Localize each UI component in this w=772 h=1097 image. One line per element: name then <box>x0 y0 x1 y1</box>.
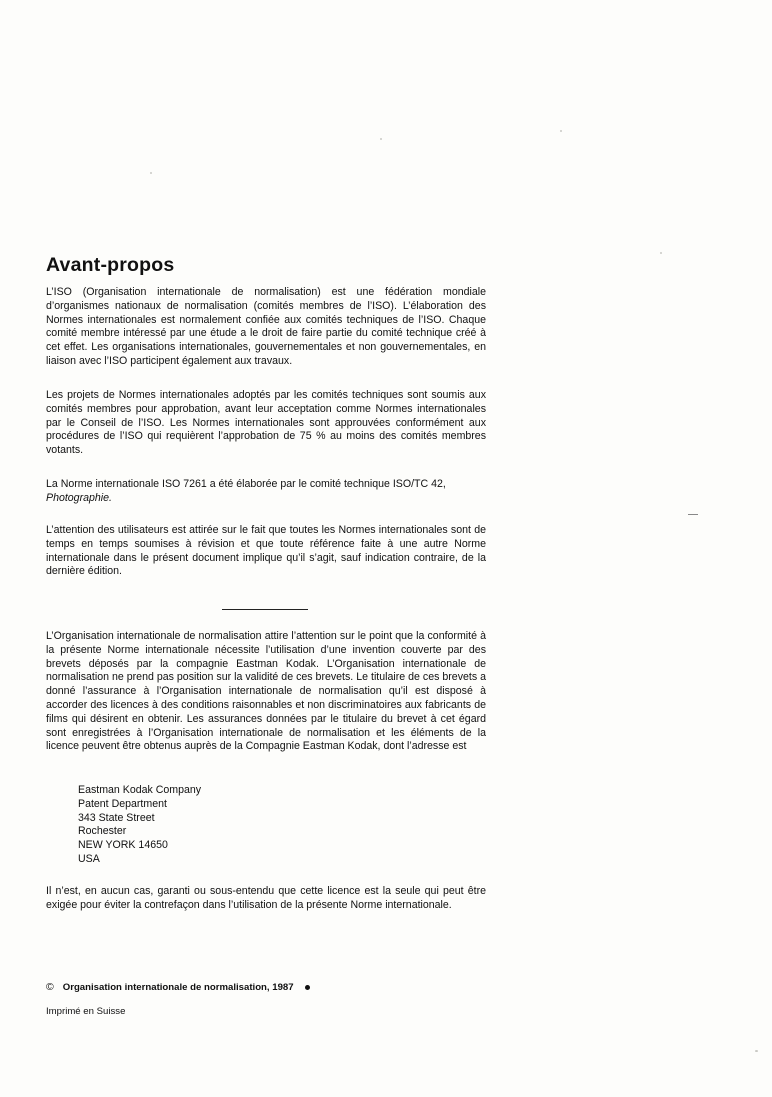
address-line: 343 State Street <box>78 811 155 824</box>
scan-speck <box>755 1050 758 1052</box>
page-title: Avant-propos <box>46 254 175 276</box>
scan-speck <box>660 252 662 254</box>
address-line: NEW YORK 14650 <box>78 839 168 852</box>
address-line: Rochester <box>78 825 127 838</box>
paragraph-revision-notice: L’attention des utilisateurs est attirée sur le fait que toutes les Normes internationales sont de temps en temps soumises à révision et que toute référence faite à une autre Norme internationale dans le présent document implique qu’il s’agit, sauf indication contraire, de la dernière édition. <box>46 524 486 578</box>
copyright-line <box>46 981 310 993</box>
patent-holder-address <box>78 784 201 867</box>
copyright-text: Organisation internationale de normalisation, 1987 <box>62 981 294 993</box>
paragraph-draft-approval: Les projets de Normes internationales adoptés par les comités techniques sont soumis aux comités membres pour approbation, avant leur acceptation comme Normes internationales par le Conseil de l’ISO. Les Normes internationales sont approuvées conformément aux procédures de l’ISO qui requièrent l’approbation de 75 % au moins des comités membres votants. <box>46 389 486 457</box>
printed-in-label: Imprimé en Suisse <box>46 1006 126 1017</box>
committee-title: Photographie. <box>46 491 112 504</box>
copyright-symbol: © <box>46 981 54 993</box>
scan-speck <box>150 172 152 174</box>
standard-origin-text: La Norme internationale ISO 7261 a été élaborée par le comité technique ISO/TC 42, <box>46 478 446 490</box>
paragraph-patent-notice: L’Organisation internationale de normalisation attire l’attention sur le point que la conformité à la présente Norme internationale nécessite l’utilisation d’une invention couverte par des brevets déposés par la compagnie Eastman Kodak. L’Organisation internationale de normalisation ne prend pas position sur la validité de ces brevets. Le titulaire de ces brevets a donné l’assurance à l’Organisation internationale de normalisation qu’il est disposé à accorder des licences à des conditions raisonnables et non discriminatoires aux fabricants de films qui désirent en obtenir. Les assurances données par le titulaire du brevet à cet égard sont enregistrées à l’Organisation internationale de normalisation et les éléments de la licence peuvent être obtenus auprès de la Compagnie Eastman Kodak, dont l’adresse est <box>46 630 486 753</box>
section-divider <box>222 609 308 610</box>
bullet-icon <box>305 985 310 990</box>
address-line: Patent Department <box>78 797 167 810</box>
scan-speck <box>560 130 562 132</box>
scan-speck <box>380 138 382 140</box>
address-line: USA <box>78 852 100 865</box>
address-line: Eastman Kodak Company <box>78 784 202 796</box>
paragraph-iso-intro: L’ISO (Organisation internationale de normalisation) est une fédération mondiale d’organismes nationaux de normalisation (comités membres de l’ISO). L’élaboration des Normes internationales est normalement confiée aux comités techniques de l’ISO. Chaque comité membre intéressé par une étude a le droit de faire partie du comité technique créé à cet effet. Les organisations internationales, gouvernementales et non gouvernementales, en liaison avec l’ISO participent également aux travaux. <box>46 286 486 367</box>
paragraph-license-disclaimer: Il n’est, en aucun cas, garanti ou sous-entendu que cette licence est la seule qui peut être exigée pour éviter la contrefaçon dans l’utilisation de la présente Norme internationale. <box>46 885 486 911</box>
paragraph-standard-origin <box>46 478 486 506</box>
scan-mark <box>688 514 698 515</box>
